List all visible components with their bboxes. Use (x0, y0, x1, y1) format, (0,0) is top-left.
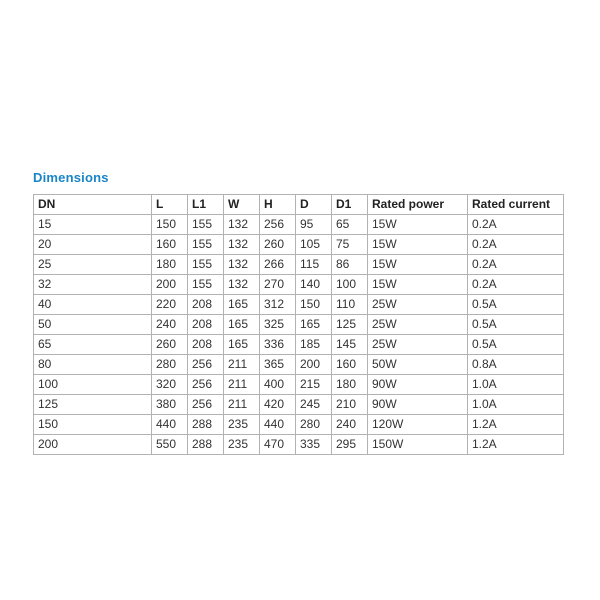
table-cell: 132 (224, 275, 260, 295)
table-cell: 132 (224, 215, 260, 235)
table-cell: 160 (332, 355, 368, 375)
table-cell: 256 (188, 355, 224, 375)
table-row (34, 235, 564, 255)
table-cell: 100 (332, 275, 368, 295)
table-cell: 211 (224, 355, 260, 375)
table-cell: 65 (332, 215, 368, 235)
table-cell: 25W (368, 295, 468, 315)
table-row (34, 415, 564, 435)
table-header-cell: D (296, 195, 332, 215)
table-cell: 550 (152, 435, 188, 455)
table-cell: 132 (224, 255, 260, 275)
table-cell: 280 (296, 415, 332, 435)
table-cell: 235 (224, 435, 260, 455)
table-cell: 165 (296, 315, 332, 335)
table-cell: 20 (34, 235, 152, 255)
table-cell: 86 (332, 255, 368, 275)
table-cell: 150 (152, 215, 188, 235)
table-header-cell: W (224, 195, 260, 215)
table-cell: 0.5A (468, 315, 564, 335)
table-row (34, 295, 564, 315)
table-cell: 208 (188, 315, 224, 335)
table-cell: 15W (368, 235, 468, 255)
table-cell: 75 (332, 235, 368, 255)
table-header-cell: L1 (188, 195, 224, 215)
table-cell: 155 (188, 235, 224, 255)
table-cell: 200 (152, 275, 188, 295)
table-header-cell: H (260, 195, 296, 215)
table-cell: 115 (296, 255, 332, 275)
section-title: Dimensions (33, 170, 109, 185)
table-cell: 110 (332, 295, 368, 315)
table-cell: 50W (368, 355, 468, 375)
table-cell: 1.0A (468, 375, 564, 395)
table-cell: 25W (368, 335, 468, 355)
table-cell: 210 (332, 395, 368, 415)
table-cell: 15W (368, 215, 468, 235)
table-cell: 470 (260, 435, 296, 455)
table-cell: 380 (152, 395, 188, 415)
table-cell: 1.0A (468, 395, 564, 415)
table-cell: 260 (260, 235, 296, 255)
table-cell: 256 (260, 215, 296, 235)
table-cell: 200 (34, 435, 152, 455)
table-cell: 15 (34, 215, 152, 235)
table-cell: 160 (152, 235, 188, 255)
table-cell: 240 (332, 415, 368, 435)
table-cell: 155 (188, 275, 224, 295)
table-header-cell: DN (34, 195, 152, 215)
table-cell: 120W (368, 415, 468, 435)
table-cell: 220 (152, 295, 188, 315)
table-cell: 235 (224, 415, 260, 435)
table-cell: 180 (152, 255, 188, 275)
table-cell: 155 (188, 255, 224, 275)
table-cell: 125 (34, 395, 152, 415)
table-cell: 260 (152, 335, 188, 355)
table-row (34, 335, 564, 355)
table-cell: 180 (332, 375, 368, 395)
table-cell: 245 (296, 395, 332, 415)
table-cell: 288 (188, 415, 224, 435)
table-row (34, 275, 564, 295)
table-cell: 15W (368, 255, 468, 275)
table-cell: 440 (152, 415, 188, 435)
table-cell: 145 (332, 335, 368, 355)
table-row (34, 255, 564, 275)
table-cell: 256 (188, 375, 224, 395)
table-cell: 150 (296, 295, 332, 315)
table-header-cell: Rated current (468, 195, 564, 215)
table-cell: 295 (332, 435, 368, 455)
table-cell: 50 (34, 315, 152, 335)
table-row (34, 355, 564, 375)
table-cell: 155 (188, 215, 224, 235)
table-cell: 256 (188, 395, 224, 415)
table-cell: 165 (224, 295, 260, 315)
table-cell: 288 (188, 435, 224, 455)
dimensions-table (33, 194, 564, 455)
table-header-cell: Rated power (368, 195, 468, 215)
table-row (34, 315, 564, 335)
table-cell: 150 (34, 415, 152, 435)
table-cell: 420 (260, 395, 296, 415)
table-cell: 0.8A (468, 355, 564, 375)
table-cell: 208 (188, 295, 224, 315)
table-cell: 211 (224, 375, 260, 395)
table-cell: 0.2A (468, 215, 564, 235)
table-cell: 0.5A (468, 335, 564, 355)
table-cell: 165 (224, 335, 260, 355)
table-header-cell: D1 (332, 195, 368, 215)
dimensions-section (33, 170, 563, 455)
table-cell: 0.2A (468, 255, 564, 275)
table-cell: 100 (34, 375, 152, 395)
table-cell: 335 (296, 435, 332, 455)
table-cell: 0.5A (468, 295, 564, 315)
table-cell: 132 (224, 235, 260, 255)
table-head (34, 195, 564, 215)
table-row (34, 435, 564, 455)
table-cell: 211 (224, 395, 260, 415)
table-cell: 105 (296, 235, 332, 255)
table-cell: 208 (188, 335, 224, 355)
table-cell: 95 (296, 215, 332, 235)
table-cell: 1.2A (468, 415, 564, 435)
table-cell: 65 (34, 335, 152, 355)
table-cell: 90W (368, 395, 468, 415)
table-row (34, 215, 564, 235)
table-cell: 200 (296, 355, 332, 375)
table-cell: 270 (260, 275, 296, 295)
table-cell: 165 (224, 315, 260, 335)
table-cell: 0.2A (468, 275, 564, 295)
table-cell: 336 (260, 335, 296, 355)
table-row (34, 395, 564, 415)
table-cell: 80 (34, 355, 152, 375)
table-cell: 32 (34, 275, 152, 295)
table-cell: 90W (368, 375, 468, 395)
table-cell: 400 (260, 375, 296, 395)
table-cell: 325 (260, 315, 296, 335)
table-header-cell: L (152, 195, 188, 215)
table-cell: 440 (260, 415, 296, 435)
table-cell: 365 (260, 355, 296, 375)
table-cell: 150W (368, 435, 468, 455)
table-cell: 25 (34, 255, 152, 275)
table-cell: 266 (260, 255, 296, 275)
table-cell: 25W (368, 315, 468, 335)
table-cell: 0.2A (468, 235, 564, 255)
table-cell: 40 (34, 295, 152, 315)
table-header-row (34, 195, 564, 215)
table-row (34, 375, 564, 395)
table-cell: 1.2A (468, 435, 564, 455)
table-cell: 240 (152, 315, 188, 335)
table-cell: 15W (368, 275, 468, 295)
table-cell: 125 (332, 315, 368, 335)
table-cell: 185 (296, 335, 332, 355)
table-cell: 140 (296, 275, 332, 295)
table-cell: 312 (260, 295, 296, 315)
table-cell: 215 (296, 375, 332, 395)
table-body (34, 215, 564, 455)
table-cell: 320 (152, 375, 188, 395)
table-cell: 280 (152, 355, 188, 375)
